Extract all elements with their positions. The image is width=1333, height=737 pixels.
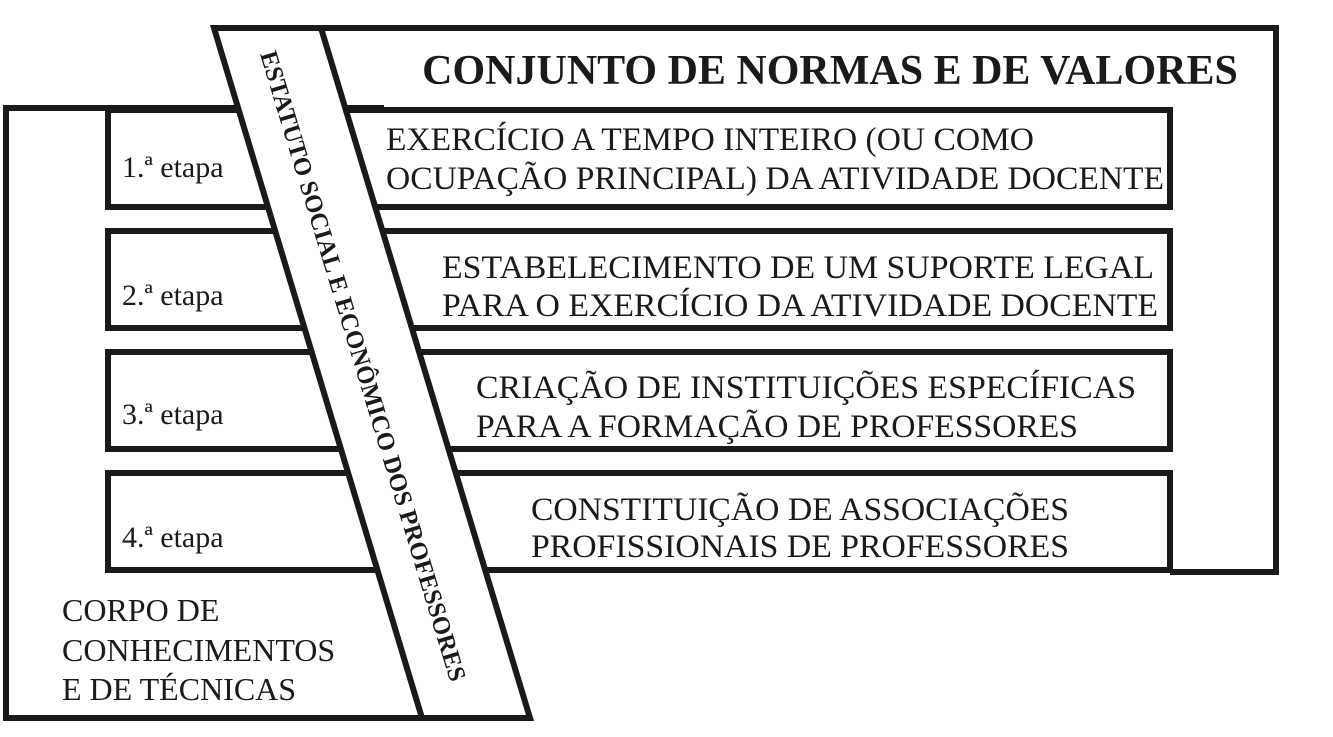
stage-text-1-line-1: EXERCÍCIO A TEMPO INTEIRO (OU COMO	[386, 122, 1025, 158]
stage-text-3-line-1: CRIAÇÃO DE INSTITUIÇÕES ESPECÍFICAS	[476, 370, 1121, 406]
stage-text-2-line-2: PARA O EXERCÍCIO DA ATIVIDADE DOCENTE	[442, 288, 1143, 324]
stage-label-1: 1.ª etapa	[122, 151, 224, 184]
knowledge-label-line-2: CONHECIMENTOS	[62, 632, 336, 668]
stage-text-3-line-2: PARA A FORMAÇÃO DE PROFESSORES	[476, 409, 1068, 445]
knowledge-label-line-3: E DE TÉCNICAS	[62, 671, 297, 707]
stage-text-1-line-2: OCUPAÇÃO PRINCIPAL) DA ATIVIDADE DOCENTE	[386, 161, 1152, 197]
diagram-title: CONJUNTO DE NORMAS E DE VALORES	[422, 48, 1238, 94]
stage-label-4: 4.ª etapa	[122, 521, 224, 554]
status-band-label: ESTATUTO SOCIAL E ECONÔMICO DOS PROFESSORES	[254, 47, 474, 696]
stage-label-2: 2.ª etapa	[122, 279, 224, 312]
knowledge-label-line-1: CORPO DE	[62, 592, 220, 628]
stage-label-3: 3.ª etapa	[122, 398, 224, 431]
stage-text-4-line-2: PROFISSIONAIS DE PROFESSORES	[531, 529, 1069, 565]
stage-text-4-line-1: CONSTITUIÇÃO DE ASSOCIAÇÕES	[531, 492, 1060, 528]
stage-text-2-line-1: ESTABELECIMENTO DE UM SUPORTE LEGAL	[442, 250, 1154, 286]
